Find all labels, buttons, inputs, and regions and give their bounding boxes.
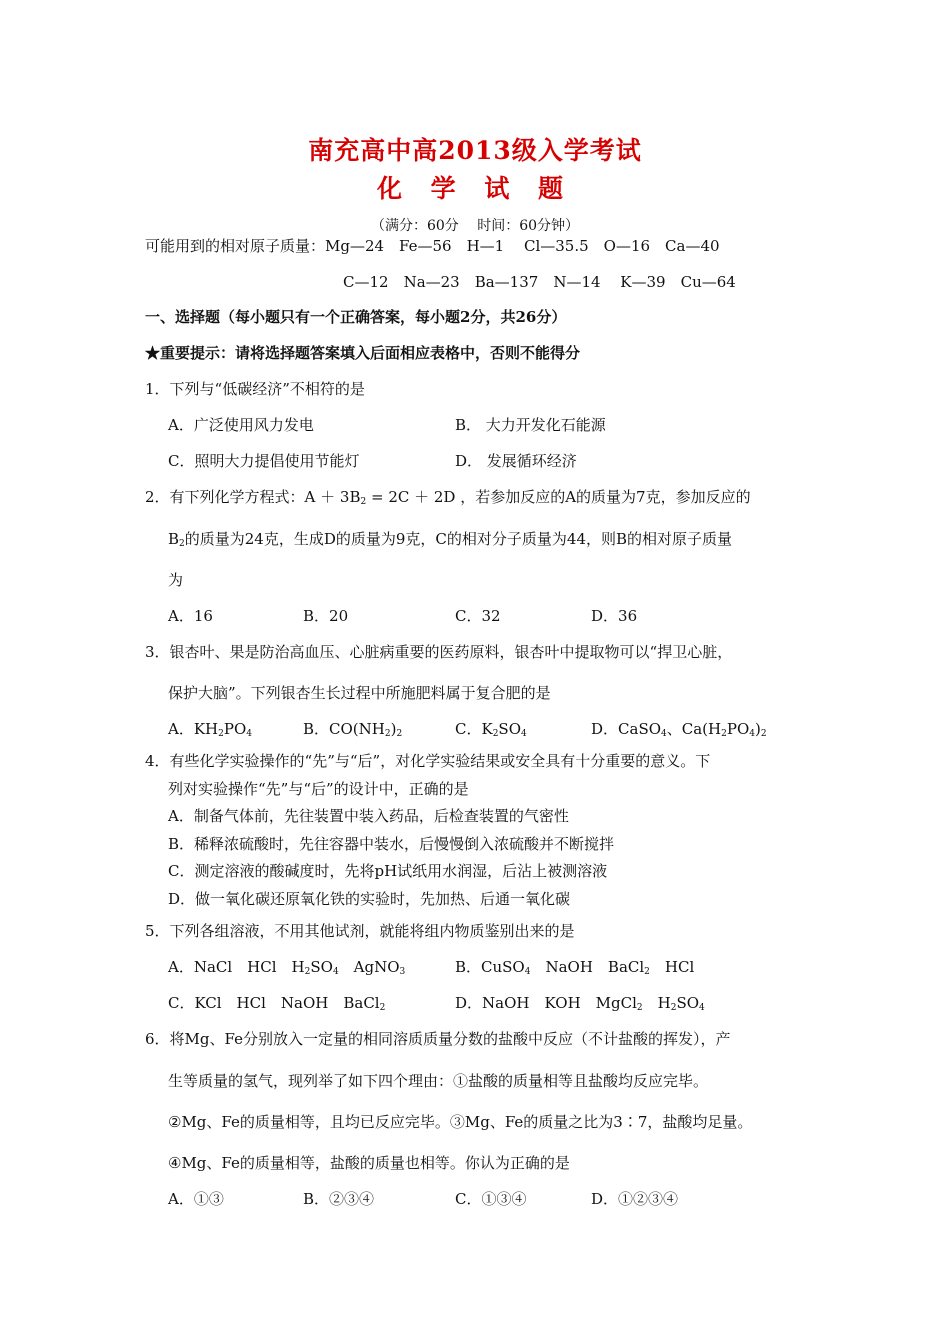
question-6-line2: 生等质量的氢气，现列举了如下四个理由：①盐酸的质量相等且盐酸均反应完毕。 — [168, 1072, 709, 1090]
q6-option-d: D．①②③④ — [591, 1190, 679, 1208]
question-5-stem: 5．下列各组溶液，不用其他试剂，就能将组内物质鉴别出来的是 — [145, 922, 575, 940]
q5-option-a: A．NaCl HCl $H_2SO_4$ AgNO$_3$ — [168, 958, 406, 977]
q3-option-b: B．$CO(NH_2)_2$ — [303, 720, 403, 739]
exam-info: （满分：60分 时间：60分钟） — [370, 218, 580, 234]
exam-title: 南充高中高2013级入学考试 — [308, 136, 642, 165]
q4-option-a: A．制备气体前，先往装置中装入药品，后检查装置的气密性 — [168, 807, 569, 825]
q3-option-c: C．$K_2SO_4$ — [455, 720, 527, 739]
q6-option-b: B．②③④ — [303, 1190, 375, 1208]
q3-option-d: D．CaSO$_4$、$Ca(H_2PO_4)_2$ — [591, 720, 767, 739]
q1-option-c: C．照明大力提倡使用节能灯 — [168, 452, 360, 470]
question-3-line1: 3．银杏叶、果是防治高血压、心脏病重要的医药原料，银杏叶中提取物可以“捍卫心脏， — [145, 643, 733, 661]
q6-option-c: C．①③④ — [455, 1190, 527, 1208]
q5-option-b: B．CuSO$_4$ NaOH BaCl$_2$ HCl — [455, 958, 695, 977]
q4-option-d: D．做一氧化碳还原氧化铁的实验时，先加热、后通一氧化碳 — [168, 890, 571, 908]
q4-option-b: B．稀释浓硫酸时，先往容器中装水，后慢慢倒入浓硫酸并不断搅拌 — [168, 835, 615, 853]
question-6-line1: 6．将Mg、Fe分别放入一定量的相同溶质质量分数的盐酸中反应（不计盐酸的挥发），产 — [145, 1030, 731, 1048]
q2-option-d: D．36 — [591, 607, 638, 625]
question-6-line3: ②Mg、Fe的质量相等，且均已反应完毕。③Mg、Fe的质量之比为3∶7，盐酸均足量。 — [168, 1113, 753, 1131]
q4-option-c: C．测定溶液的酸碱度时，先将pH试纸用水润湿，后沾上被测溶液 — [168, 862, 608, 880]
q6-option-a: A．①③ — [168, 1190, 224, 1208]
q2-option-a: A．16 — [168, 607, 213, 625]
question-3-line2: 保护大脑”。下列银杏生长过程中所施肥料属于复合肥的是 — [168, 684, 551, 702]
question-1-stem: 1．下列与“低碳经济”不相符的是 — [145, 380, 365, 398]
question-4-line2: 列对实验操作“先”与“后”的设计中，正确的是 — [168, 780, 469, 798]
q1-option-b: B． 大力开发化石能源 — [455, 416, 606, 434]
question-2-line3: 为 — [168, 571, 184, 589]
question-6-line4: ④Mg、Fe的质量相等，盐酸的质量也相等。你认为正确的是 — [168, 1154, 570, 1172]
subject-title: 化 学 试 题 — [376, 174, 574, 203]
section1-heading: 一、选择题（每小题只有一个正确答案，每小题2分，共26分） — [145, 308, 567, 326]
question-4-line1: 4．有些化学实验操作的“先”与“后”，对化学实验结果或安全具有十分重要的意义。下 — [145, 752, 711, 770]
q1-option-a: A．广泛使用风力发电 — [168, 416, 314, 434]
q2-option-b: B．20 — [303, 607, 349, 625]
q1-option-d: D． 发展循环经济 — [455, 452, 577, 470]
question-2-line2: $B_2$的质量为24克，生成D的质量为9克，C的相对分子质量为44，则B的相对原子质量 — [168, 530, 733, 549]
question-2-line1: 2．有下列化学方程式：$A + 3B_2 = 2C + 2D$ ，若参加反应的A的质量为7克，参加反应的 — [145, 488, 751, 507]
atomic-masses-line2: C—12 Na—23 Ba—137 N—14 K—39 Cu—64 — [343, 273, 736, 291]
q5-option-d: D．NaOH KOH MgCl$_2$ $H_2SO_4$ — [455, 994, 705, 1013]
important-notice: ★重要提示：请将选择题答案填入后面相应表格中，否则不能得分 — [145, 344, 581, 362]
atomic-masses-line1: 可能用到的相对原子质量：Mg—24 Fe—56 H—1 Cl—35.5 O—16 Ca—40 — [145, 237, 720, 255]
q3-option-a: A．$KH_2PO_4$ — [168, 720, 252, 739]
q2-option-c: C．32 — [455, 607, 501, 625]
q5-option-c: C．KCl HCl NaOH BaCl$_2$ — [168, 994, 386, 1013]
